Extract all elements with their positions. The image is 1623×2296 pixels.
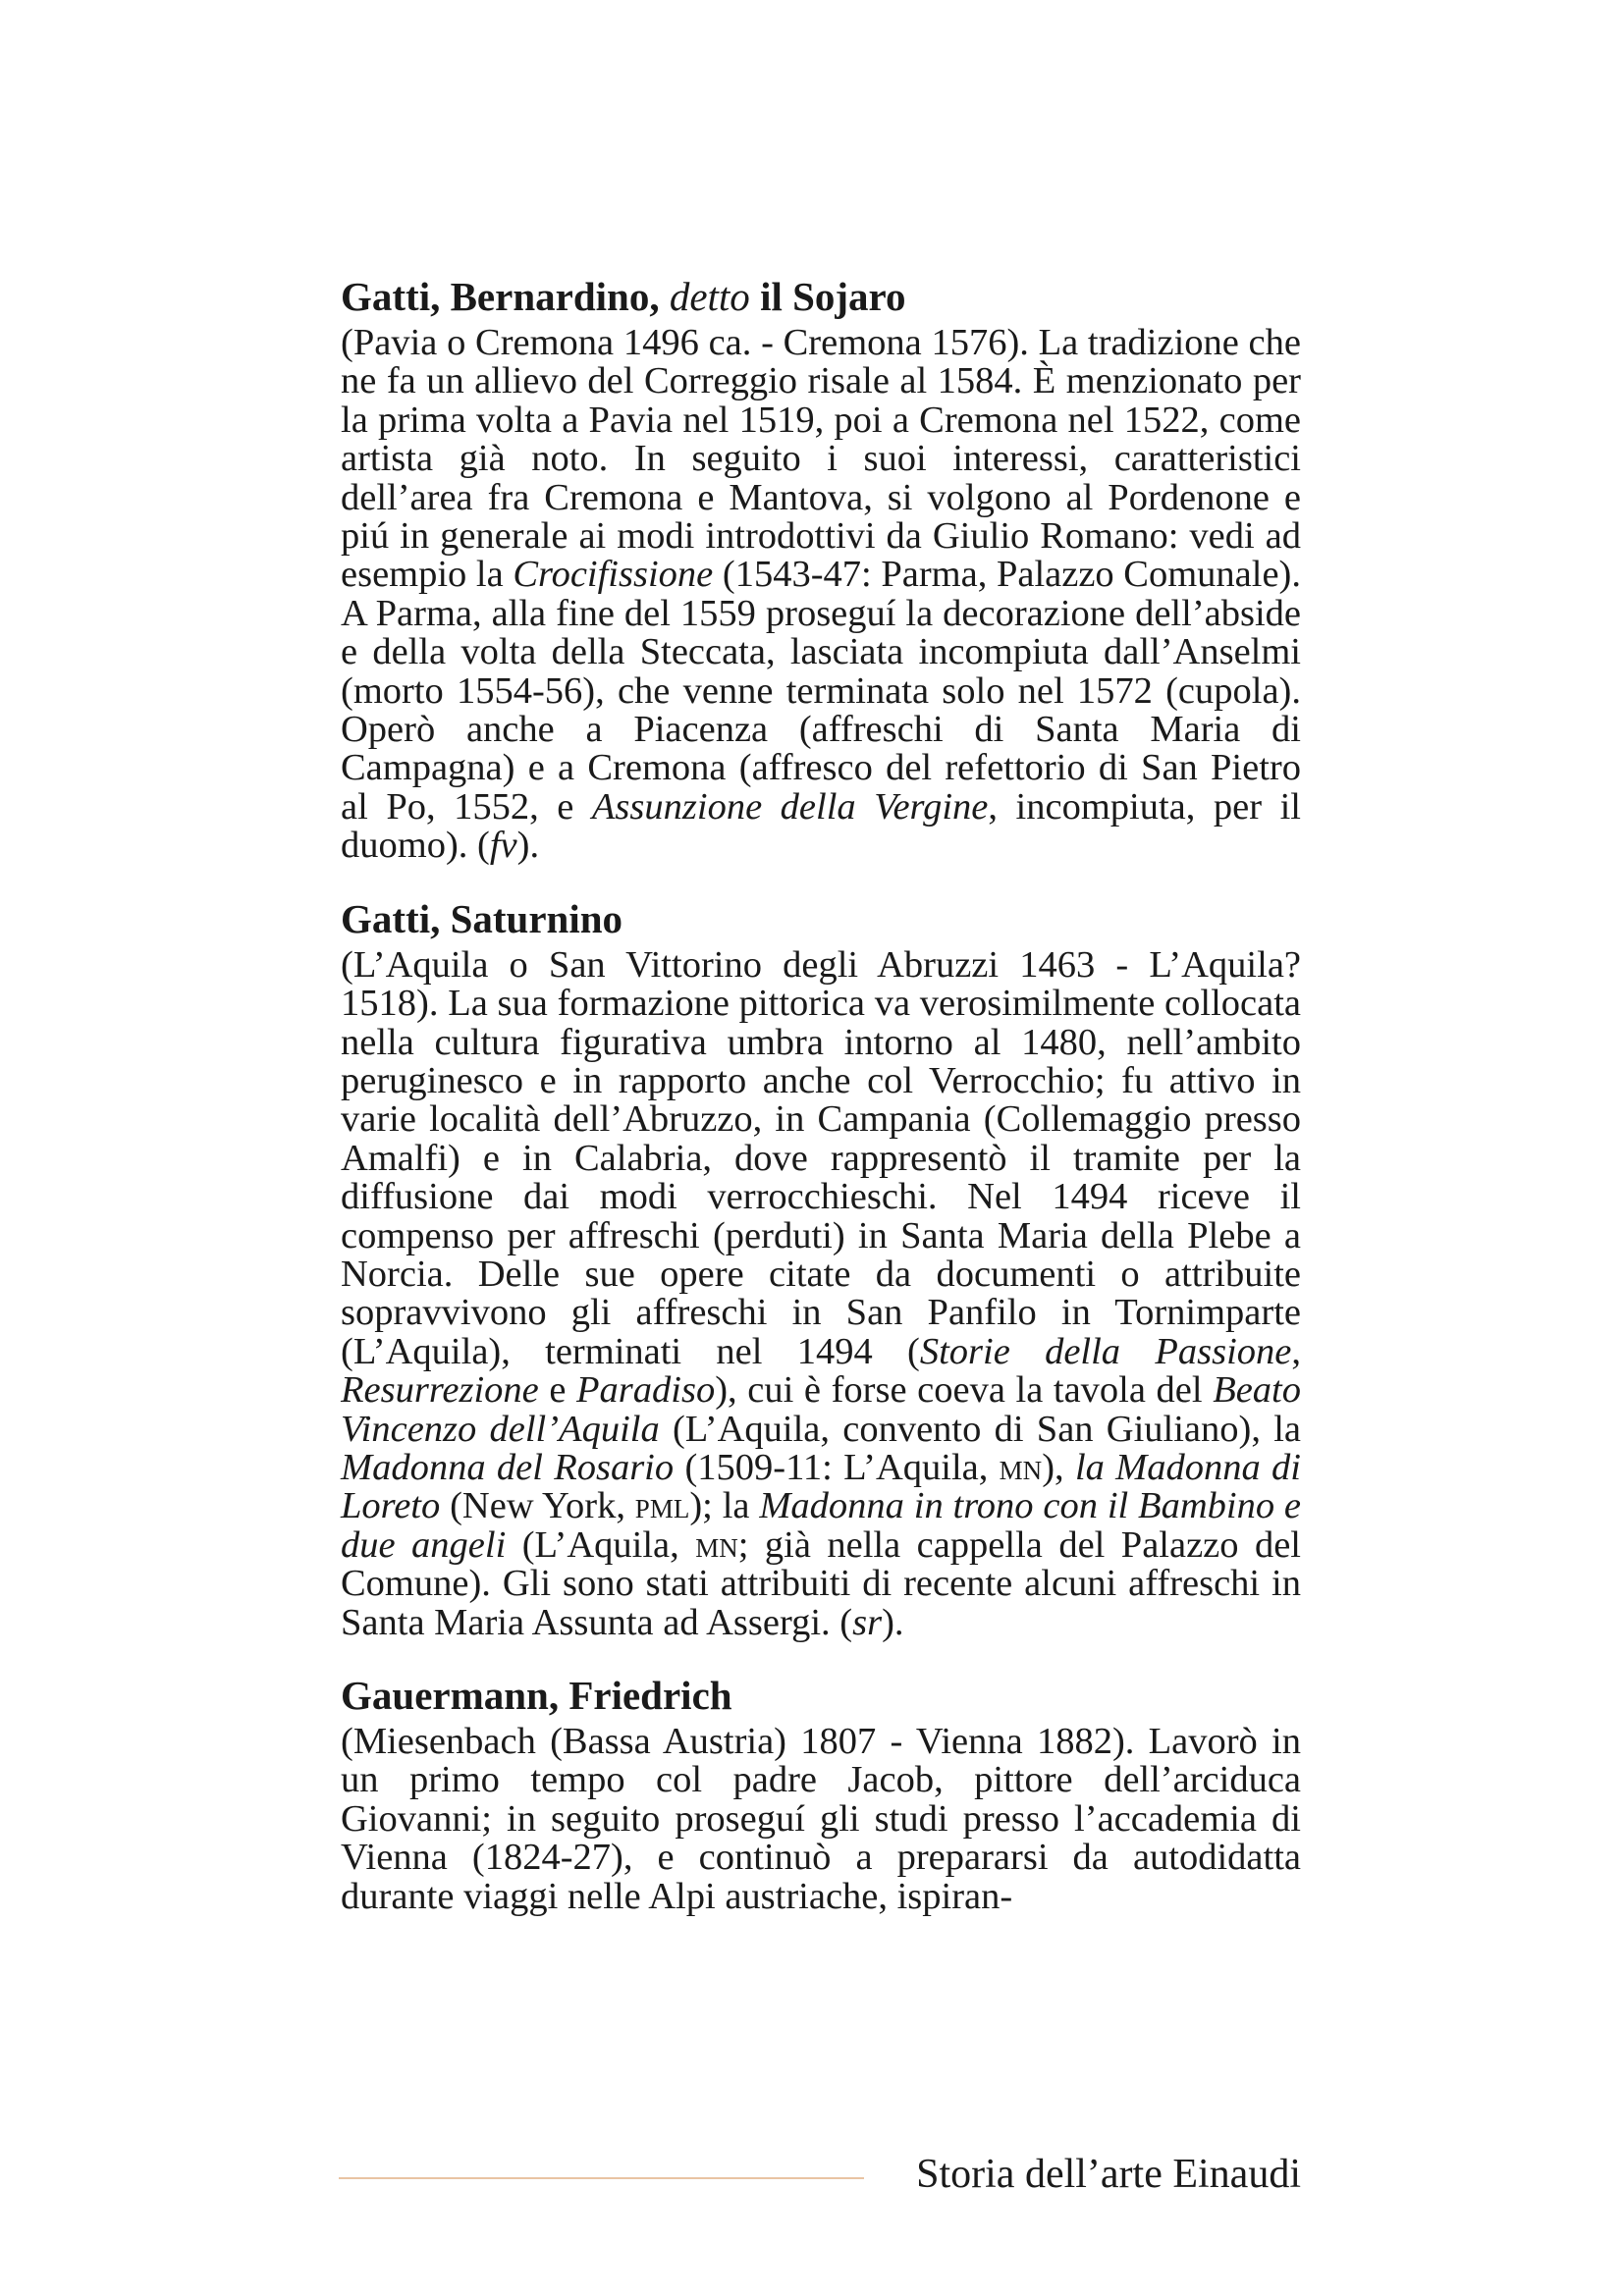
- text-run: (Pavia o Cremona 1496 ca. - Cremona 1576). La tradizione che ne fa un allievo del Correggio risale al 1584. È menzionato per la prima volta a Pavia nel 1519, poi a Cremona nel 1522, come artista già noto. In seguito i suoi interessi, caratteristici dell’area fra Cremona e Mantova, si volgono al Pordenone e piú in generale ai modi introdottivi da Giulio Romano: vedi ad esempio la: [341, 322, 1301, 596]
- text-run: , incompiuta, per il duomo). (: [341, 785, 1301, 867]
- smallcaps-run: mn: [695, 1523, 738, 1566]
- italic-run: Madonna in trono con il Bambino e due angeli: [341, 1485, 1302, 1566]
- italic-run: Madonna del Rosario: [341, 1446, 675, 1488]
- entry-title: [341, 1670, 1301, 1721]
- text-run: ).: [516, 825, 540, 867]
- entry-name: Gatti, Saturnino: [341, 895, 623, 941]
- italic-run: Assunzione della Vergine: [591, 785, 989, 828]
- text-run: ).: [882, 1601, 904, 1643]
- entry-name: Gauermann, Friedrich: [341, 1673, 732, 1718]
- entry-detto: detto: [669, 274, 750, 319]
- text-run: (1509-11: L’Aquila,: [674, 1446, 1000, 1488]
- entry-body: [341, 943, 1302, 1643]
- italic-run: fv: [489, 825, 517, 867]
- italic-run: Resurrezione: [341, 1369, 539, 1412]
- text-run: ); la: [689, 1485, 760, 1527]
- entry-gatti-saturnino: [341, 893, 1301, 1642]
- italic-run: Storie della Passione: [919, 1330, 1292, 1372]
- text-run: ; già nella cappella del Palazzo del Comune). Gli sono stati attribuiti di recente alcuni affreschi in Santa Maria Assunta ad Assergi. (: [341, 1523, 1301, 1643]
- entry-nickname: il Sojaro: [760, 274, 906, 319]
- text-run: ),: [1042, 1446, 1075, 1488]
- entry-gatti-bernardino: [341, 271, 1301, 866]
- text-run: ,: [1291, 1330, 1301, 1372]
- text-run: (L’Aquila,: [506, 1523, 696, 1566]
- footer-title: Storia dell’arte Einaudi: [916, 2152, 1301, 2197]
- entry-gauermann-friedrich: [341, 1670, 1301, 1916]
- smallcaps-run: pml: [634, 1485, 690, 1527]
- text-run: ), cui è forse coeva la tavola del: [715, 1369, 1214, 1412]
- text-run: (1543-47: Parma, Palazzo Comunale). A Parma, alla fine del 1559 proseguí la decorazione dell’abside e della volta della Steccata, lasciata incompiuta dall’Anselmi (morto 1554-56), che venne terminata solo nel 1572 (cupola). Operò anche a Piacenza (affreschi di Santa Maria di Campagna) e a Cremona (affresco del refettorio di San Pietro al Po, 1552, e: [341, 554, 1301, 828]
- entry-title: [341, 271, 1301, 322]
- text-run: (Miesenbach (Bassa Austria) 1807 - Vienna 1882). Lavorò in un primo tempo col padre Jacob, pittore dell’arciduca Giovanni; in seguito proseguí gli studi presso l’accademia di Vienna (1824-27), e continuò a prepararsi da autodidatta durante viaggi nelle Alpi austriache, ispiran-: [341, 1721, 1301, 1917]
- page-content: [341, 271, 1301, 1944]
- italic-run: Paradiso: [576, 1369, 716, 1412]
- entry-body: [341, 324, 1301, 866]
- text-run: (L’Aquila, convento di San Giuliano), la: [659, 1408, 1301, 1450]
- entry-body: [341, 1723, 1301, 1916]
- smallcaps-run: mn: [999, 1446, 1043, 1488]
- entry-title: [341, 893, 1301, 944]
- italic-run: Beato Vincenzo dell’Aquila: [341, 1369, 1302, 1450]
- italic-run: la Madonna di Loreto: [341, 1446, 1301, 1527]
- text-run: (New York,: [440, 1485, 635, 1527]
- footer-rule: [339, 2177, 864, 2179]
- italic-run: Crocifissione: [513, 554, 714, 596]
- text-run: e: [538, 1369, 577, 1412]
- entry-name: Gatti, Bernardino,: [341, 274, 660, 319]
- italic-run: sr: [852, 1601, 883, 1643]
- text-run: (L’Aquila o San Vittorino degli Abruzzi 1463 - L’Aquila? 1518). La sua formazione pittorica va verosimilmente collocata nella cultura figurativa umbra intorno al 1480, nell’ambito peruginesco e in rapporto anche col Verrocchio; fu attivo in varie località dell’Abruzzo, in Campania (Collemaggio presso Amalfi) e in Calabria, dove rappresentò il tramite per la diffusione dai modi verrocchieschi. Nel 1494 riceve il compenso per affreschi (perduti) in Santa Maria della Plebe a Norcia. Delle sue opere citate da documenti o attribuite sopravvivono gli affreschi in San Panfilo in Tornimparte (L’Aquila), terminati nel 1494 (: [341, 943, 1301, 1372]
